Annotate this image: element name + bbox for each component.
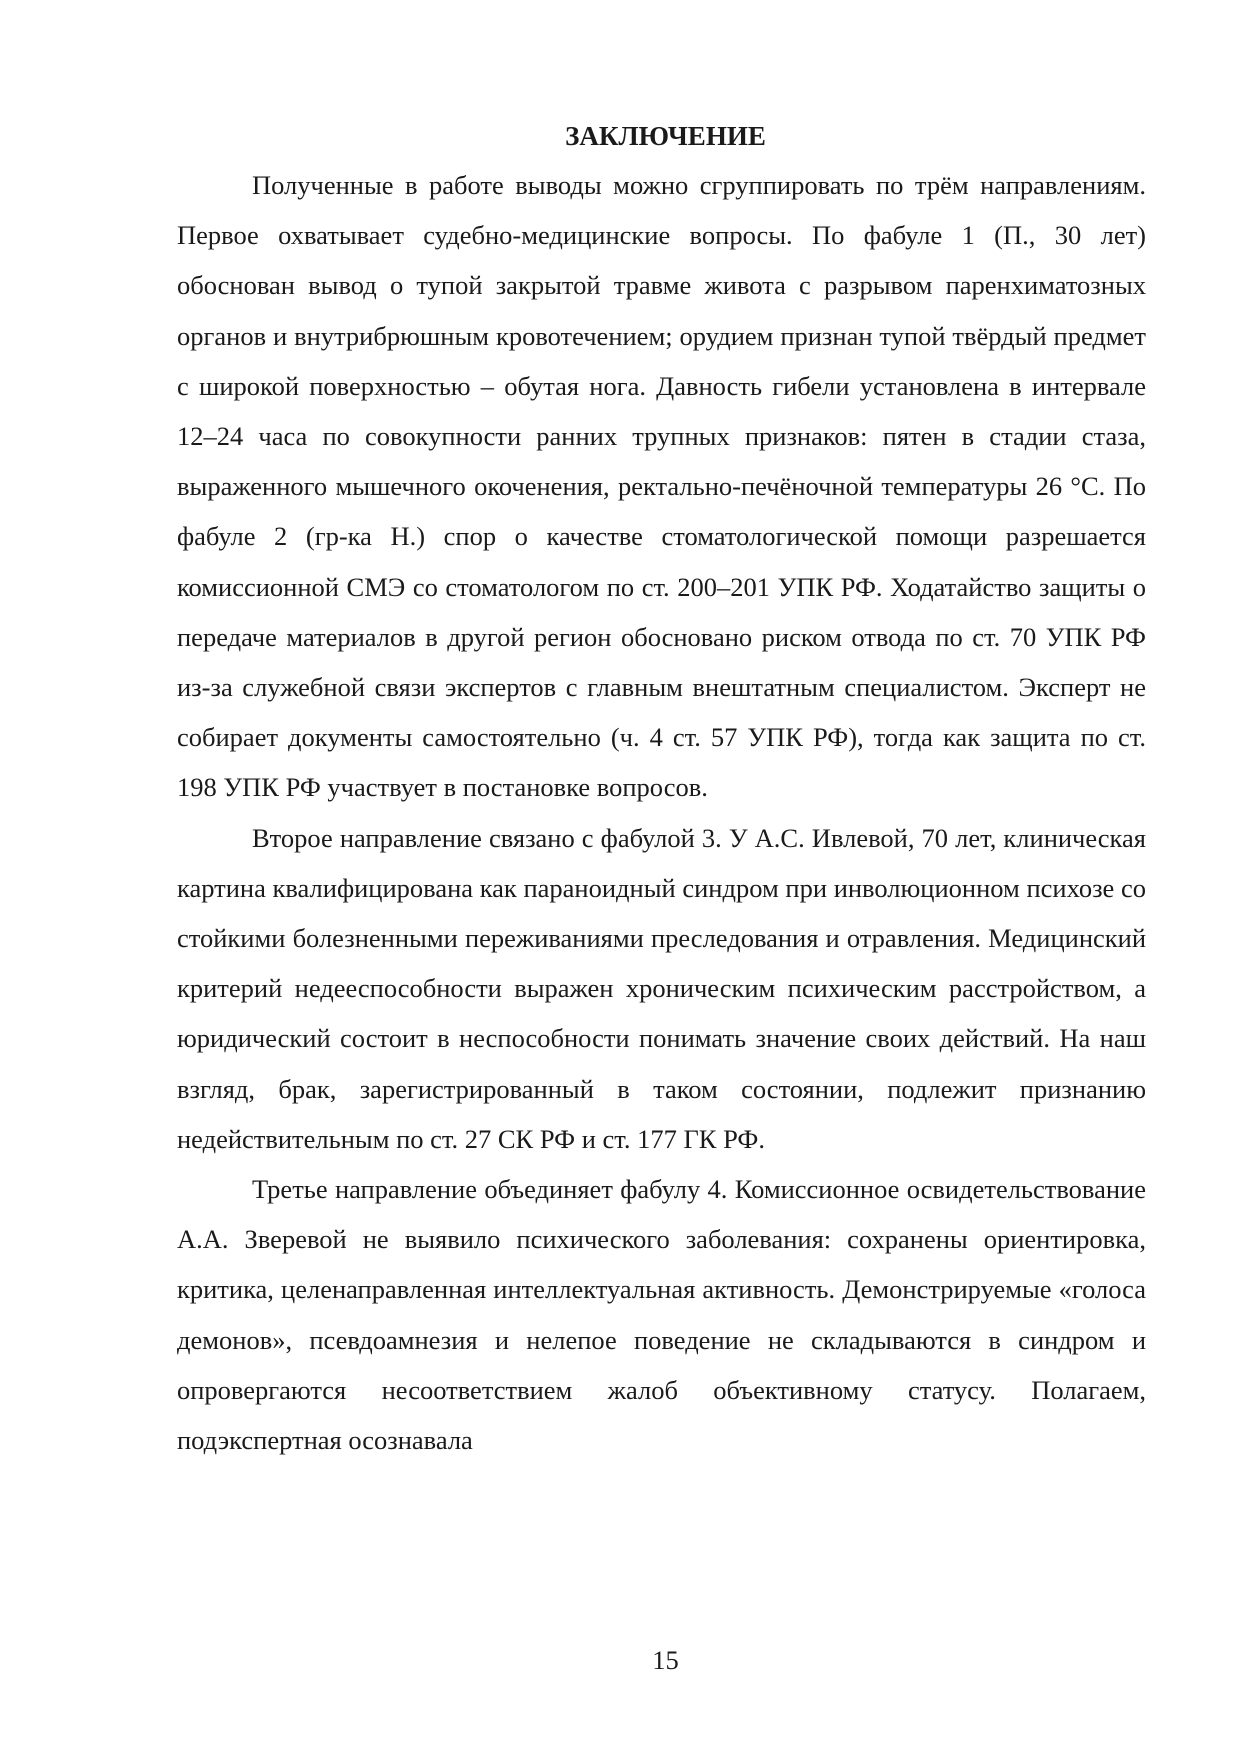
section-heading: ЗАКЛЮЧЕНИЕ	[565, 121, 766, 151]
paragraph-psychiatric-case-3: Второе направление связано с фабулой 3. У А.С. Ивлевой, 70 лет, клиническая картина квалифицирована как параноидный синдром при инволюционном психозе со стойкими болезненными переживаниями преследования и отравления. Медицинский критерий недееспособности выражен хроническим психическим расстройством, а юридический состоит в неспособности понимать значение своих действий. На наш взгляд, брак, зарегистрированный в таком состоянии, подлежит признанию недействительным по ст. 27 СК РФ и ст. 177 ГК РФ.	[177, 822, 1146, 1154]
page-number: 15	[652, 1645, 679, 1675]
body-text	[177, 160, 1146, 1465]
paragraph-psychiatric-case-4: Третье направление объединяет фабулу 4. Комиссионное освидетельствование А.А. Зверевой не выявило психического заболевания: сохранены ориентировка, критика, целенаправленная интеллектуальная активность. Демонстрируемые «голоса демонов», псевдоамнезия и нелепое поведение не складываются в синдром и опровергаются несоответствием жалоб объективному статусу. Полагаем, подэкспертная осознавала	[177, 1174, 1146, 1456]
paragraph-forensic-medical: Полученные в работе выводы можно сгруппировать по трём направлениям. Первое охватывает судебно-медицинские вопросы. По фабуле 1 (П., 30 лет) обоснован вывод о тупой закрытой травме живота с разрывом паренхиматозных органов и внутрибрюшным кровотечением; орудием признан тупой твёрдый предмет с широкой поверхностью – обутая нога. Давность гибели установлена в интервале 12–24 часа по совокупности ранних трупных признаков: пятен в стадии стаза, выраженного мышечного окоченения, ректально-печёночной температуры 26 °С. По фабуле 2 (гр-ка Н.) спор о качестве стоматологической помощи разрешается комиссионной СМЭ со стоматологом по ст. 200–201 УПК РФ. Ходатайство защиты о передаче материалов в другой регион обосновано риском отвода по ст. 70 УПК РФ из-за служебной связи экспертов с главным внештатным специалистом. Эксперт не собирает документы самостоятельно (ч. 4 ст. 57 УПК РФ), тогда как защита по ст. 198 УПК РФ участвует в постановке вопросов.	[177, 170, 1146, 803]
